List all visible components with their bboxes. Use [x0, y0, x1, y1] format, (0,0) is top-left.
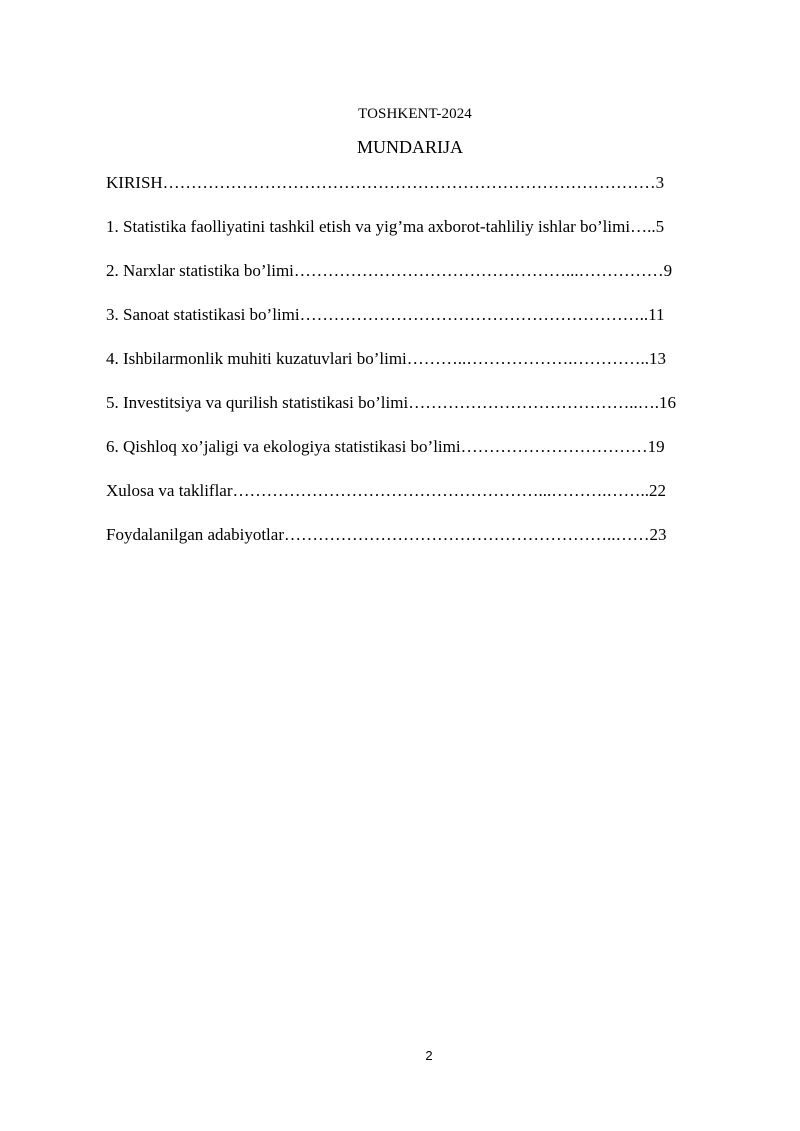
toc-title: MUNDARIJA	[356, 137, 463, 157]
table-of-contents	[106, 172, 724, 568]
toc-entry-conclusions: Xulosa va takliflar………………………………………………...……….……..22	[106, 481, 667, 500]
toc-entry-references: Foydalanilgan adabiyotlar…………………………………………………..……23	[106, 525, 667, 544]
toc-entry-section-1: 1. Statistika faolliyatini tashkil etish va yig’ma axborot-tahliliy ishlar bo’limi…..5	[106, 217, 665, 236]
toc-entry-section-2: 2. Narxlar statistika bo’limi…………………………………………...……………9	[106, 261, 673, 280]
toc-entry-section-4: 4. Ishbilarmonlik muhiti kuzatuvlari bo’limi………..……………….…………..13	[106, 349, 667, 368]
toc-entry-section-3: 3. Sanoat statistikasi bo’limi……………………………………………………..11	[106, 305, 665, 324]
city-year-line: TOSHKENT-2024	[358, 106, 472, 122]
toc-entry-section-5: 5. Investitsiya va qurilish statistikasi bo’limi…………………………………..….16	[106, 393, 676, 412]
toc-entry-introduction: KIRISH……………………………………………………………………………3	[106, 173, 665, 192]
toc-entry-section-6: 6. Qishloq xo’jaligi va ekologiya statistikasi bo’limi……………………………19	[106, 437, 665, 456]
page-number: 2	[425, 1048, 433, 1063]
